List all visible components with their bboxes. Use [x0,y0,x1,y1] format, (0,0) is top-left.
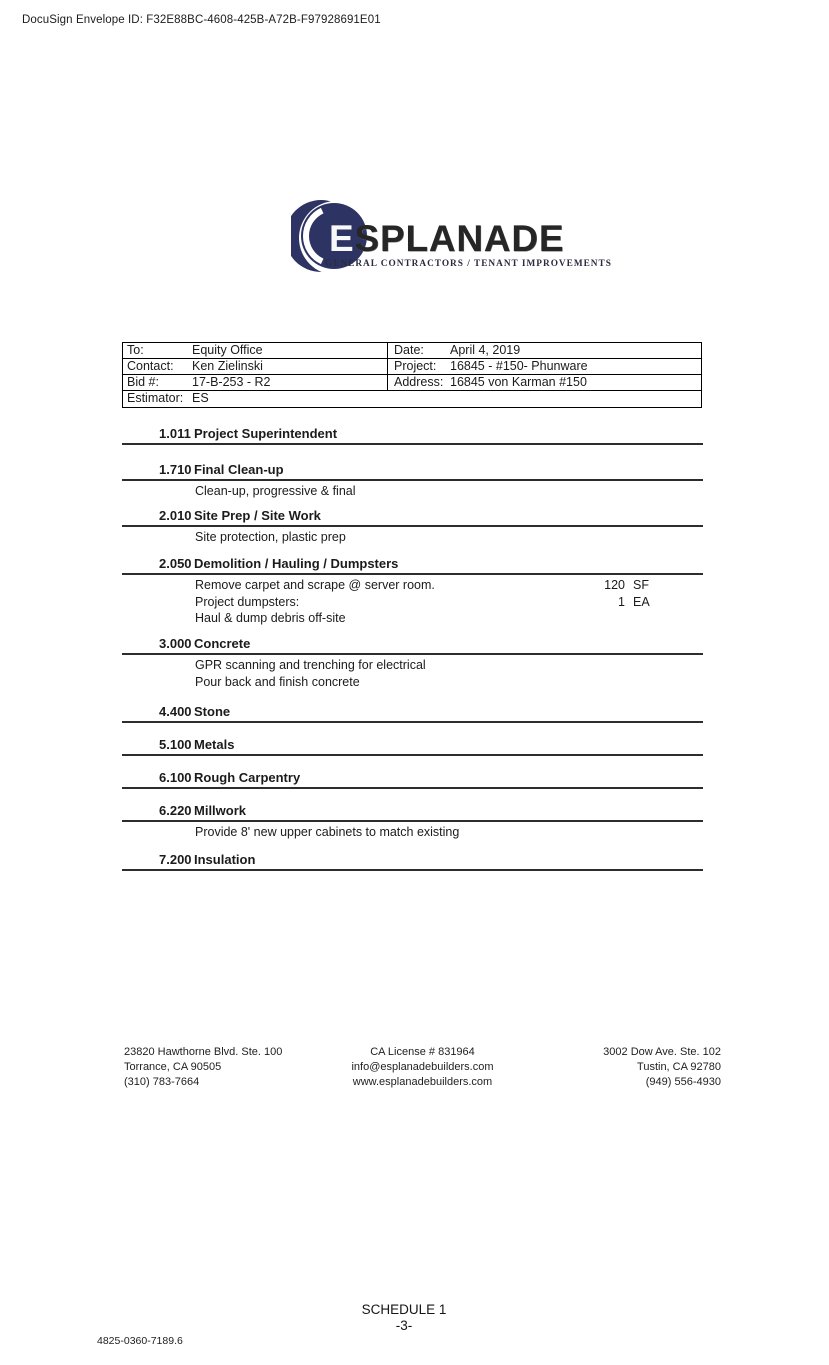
info-value: April 4, 2019 [450,343,521,357]
section-heading [122,427,703,445]
section-code: 3.000 [159,636,192,651]
section-title: Concrete [194,636,251,651]
section-heading [122,557,703,575]
info-label: Address: [394,375,444,389]
section-code: 6.100 [159,770,192,785]
esplanade-logo [291,197,612,277]
info-value: 16845 - #150- Phunware [450,359,588,373]
item-desc: Site protection, plastic prep [195,530,346,544]
company-footer [124,1045,721,1090]
footer-email: info@esplanadebuilders.com [351,1061,494,1073]
section-stone [122,705,703,723]
line-item [122,594,703,611]
info-label: Estimator: [127,391,184,405]
line-item [122,483,703,500]
section-heading [122,853,703,871]
item-unit [633,674,703,691]
info-value: 16845 von Karman #150 [450,375,587,389]
item-desc: GPR scanning and trenching for electrical [195,658,426,672]
section-concrete [122,637,703,690]
footer-line: Torrance, CA 90505 [124,1061,222,1073]
item-unit [633,529,703,546]
footer-line: (310) 783-7664 [124,1076,200,1088]
table-row [123,391,701,407]
item-unit [633,657,703,674]
section-title: Site Prep / Site Work [194,508,321,523]
footer-website: www.esplanadebuilders.com [352,1076,493,1088]
section-heading [122,637,703,655]
item-unit: SF [633,578,649,592]
footer-line: 3002 Dow Ave. Ste. 102 [603,1046,721,1058]
section-heading [122,771,703,789]
section-code: 4.400 [159,704,192,719]
table-row [123,343,701,359]
section-project-superintendent [122,427,703,445]
section-metals [122,738,703,756]
footer-address-torrance [124,1045,304,1090]
doc-reference: 4825-0360-7189.6 [97,1335,183,1347]
section-heading [122,705,703,723]
line-item [122,824,703,841]
section-heading [122,463,703,481]
section-code: 2.010 [159,508,192,523]
section-code: 2.050 [159,556,192,571]
section-title: Stone [194,704,231,719]
section-heading [122,738,703,756]
section-code: 1.011 [159,426,191,441]
section-code: 5.100 [159,737,192,752]
section-millwork [122,804,703,841]
brand-text: ESPLANADE [329,218,565,259]
section-site-prep [122,509,703,546]
item-desc: Pour back and finish concrete [195,674,360,689]
section-code: 6.220 [159,803,192,818]
item-qty [593,610,633,627]
info-label: Date: [394,343,424,357]
item-desc: Provide 8' new upper cabinets to match existing [195,825,460,839]
page-number: -3- [395,1318,413,1333]
line-item [122,577,703,594]
section-demolition [122,557,703,627]
section-rough-carpentry [122,771,703,789]
info-label: Project: [394,359,437,373]
item-qty [593,657,633,674]
section-title: Metals [194,737,235,752]
info-value: 17-B-253 - R2 [192,375,271,389]
line-item [122,657,703,674]
section-title: Millwork [194,803,247,818]
item-unit [633,610,703,627]
section-title: Insulation [194,852,256,867]
info-value: Equity Office [192,343,263,357]
item-unit [633,483,703,500]
footer-license-contact [304,1045,541,1090]
footer-address-tustin [541,1045,721,1090]
info-value: Ken Zielinski [192,359,263,373]
item-qty: 120 [604,578,625,592]
footer-line: Tustin, CA 92780 [637,1061,721,1073]
bid-info-table [122,342,702,408]
table-row [123,375,701,391]
line-item [122,610,703,627]
item-qty [593,529,633,546]
line-item [122,529,703,546]
item-qty [593,824,633,841]
table-row [123,359,701,375]
schedule-title: SCHEDULE 1 [361,1302,447,1317]
item-unit: EA [633,594,650,609]
logo-tagline: GENERAL CONTRACTORS / TENANT IMPROVEMENTS [325,259,612,269]
section-code: 1.710 [159,462,192,477]
footer-line: (949) 556-4930 [645,1076,721,1088]
page-footer [0,1302,808,1334]
section-heading [122,509,703,527]
info-label: Bid #: [127,375,159,389]
info-label: Contact: [127,359,174,373]
section-final-clean-up [122,463,703,500]
info-value: ES [192,391,209,405]
section-title: Project Superintendent [194,426,338,441]
section-code: 7.200 [159,852,192,867]
item-unit [633,824,703,841]
info-label: To: [127,343,144,357]
section-insulation [122,853,703,871]
footer-line: CA License # 831964 [370,1046,475,1058]
section-title: Rough Carpentry [194,770,301,785]
section-title: Final Clean-up [194,462,284,477]
item-desc: Project dumpsters: [195,594,300,609]
item-desc: Haul & dump debris off-site [195,611,346,625]
item-qty [593,483,633,500]
section-heading [122,804,703,822]
section-title: Demolition / Hauling / Dumpsters [194,556,399,571]
line-item [122,674,703,691]
docusign-envelope-id: DocuSign Envelope ID: F32E88BC-4608-425B-A72B-F97928691E01 [22,14,381,26]
item-qty: 1 [618,594,625,609]
item-desc: Clean-up, progressive & final [195,484,356,498]
item-qty [593,674,633,691]
footer-line: 23820 Hawthorne Blvd. Ste. 100 [124,1046,283,1058]
item-desc: Remove carpet and scrape @ server room. [195,578,435,592]
